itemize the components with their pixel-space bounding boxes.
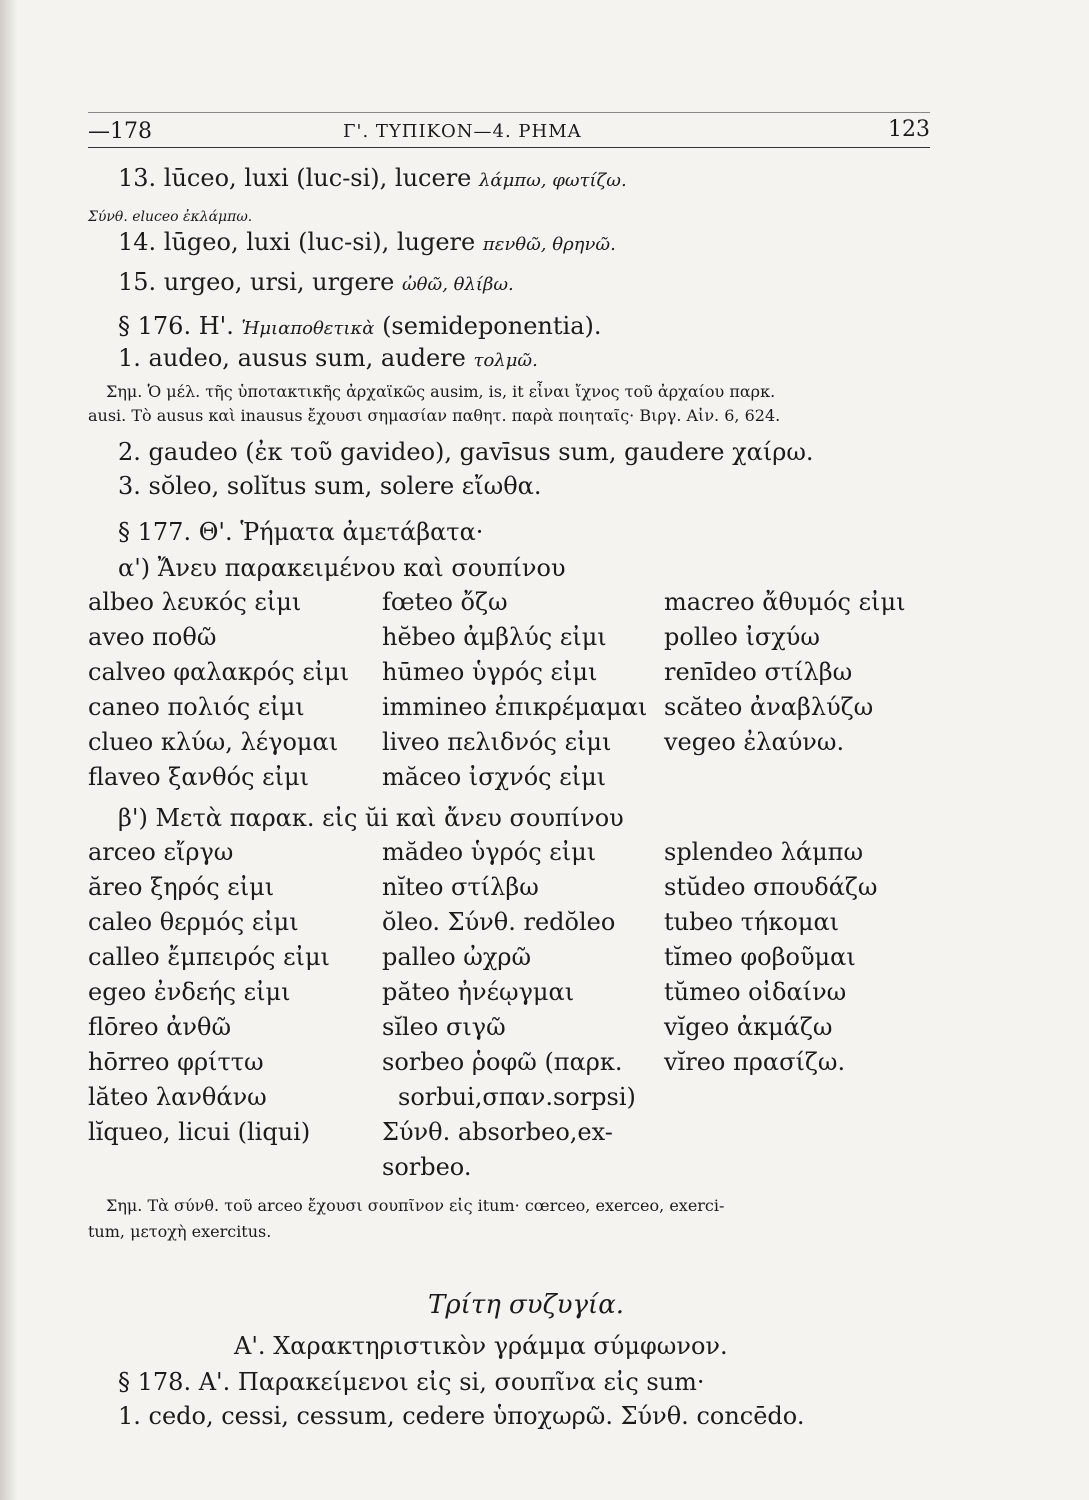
verb-entry: hūmeo ὑγρός εἰμι xyxy=(382,658,598,686)
section-177-sub-b: β') Μετὰ παρακ. εἰς ŭi καὶ ἄνευ σουπίνου xyxy=(118,804,624,832)
verb-entry: macreo ἄθυμός εἰμι xyxy=(664,588,906,616)
verb-entry: stŭdeo σπουδάζω xyxy=(664,873,878,901)
running-header xyxy=(88,112,930,148)
section-176-item-1: 1. audeo, ausus sum, audere τολμῶ. xyxy=(118,344,538,372)
entry-13-compound: Σύνθ. eluceo ἐκλάμπω. xyxy=(88,209,253,225)
verb-entry: tubeo τήκομαι xyxy=(664,908,840,936)
verb-entry: tŭmeo οἰδαίνω xyxy=(664,978,847,1006)
section-178-item-1: 1. cedo, cessi, cessum, cedere ὑποχωρῶ. Σύνθ. concēdo. xyxy=(118,1402,805,1430)
chapter-title: Τρίτη συζυγία. xyxy=(428,1290,625,1320)
sub-a-column-3 xyxy=(664,588,905,763)
verb-entry: lăteo λανθάνω xyxy=(88,1083,267,1111)
verb-entry: păteo ἠνέῳγμαι xyxy=(382,978,575,1006)
verb-entry: calveo φαλακρός εἰμι xyxy=(88,658,350,686)
verb-entry: hōrreo φρίττω xyxy=(88,1048,264,1076)
verb-entry: Σύνθ. absorbeo,ex- xyxy=(382,1118,613,1146)
verb-entry: vĭreo πρασίζω. xyxy=(664,1048,846,1076)
verb-entry: sorbui,σπαν.sorpsi) xyxy=(398,1083,636,1111)
verb-entry: vĭgeo ἀκμάζω xyxy=(664,1013,833,1041)
verb-entry: măceo ἰσχνός εἰμι xyxy=(382,763,607,791)
entry-13: 13. lūceo, luxi (luc-si), lucere λάμπω, φωτίζω. xyxy=(118,164,627,192)
verb-entry: renīdeo στίλβω xyxy=(664,658,853,686)
sub-b-column-1 xyxy=(88,838,330,1153)
verb-entry: tĭmeo φοβοῦμαι xyxy=(664,943,856,971)
sub-a-column-2 xyxy=(382,588,647,798)
section-177-sub-a: α') Ἄνευ παρακειμένου καὶ σουπίνου xyxy=(118,554,566,582)
chapter-subtitle: Α'. Χαρακτηριστικὸν γράμμα σύμφωνον. xyxy=(234,1332,728,1360)
verb-entry: flōreo ἀνθῶ xyxy=(88,1013,232,1041)
verb-entry: caleo θερμός εἰμι xyxy=(88,908,299,936)
verb-entry: aveo ποθῶ xyxy=(88,623,217,651)
section-176-heading: § 176. Η'. Ἡμιαποθετικὰ (semideponentia). xyxy=(118,312,602,340)
verb-entry: sorbeo ῥοφῶ (παρκ. xyxy=(382,1048,623,1076)
sub-b-column-3 xyxy=(664,838,878,1083)
verb-entry: egeo ἐνδεής εἰμι xyxy=(88,978,291,1006)
section-176-item-2: 2. gaudeo (ἐκ τοῦ gavideo), gavīsus sum, gaudere χαίρω. xyxy=(118,438,814,466)
section-number: —178 xyxy=(88,119,152,144)
verb-entry: palleo ὠχρῶ xyxy=(382,943,532,971)
verb-entry: albeo λευκός εἰμι xyxy=(88,588,302,616)
verb-entry: lĭqueo, licui (liqui) xyxy=(88,1118,311,1146)
verb-entry: clueo κλύω, λέγομαι xyxy=(88,728,339,756)
verb-entry: hĕbeo ἀμβλύς εἰμι xyxy=(382,623,607,651)
entry-15: 15. urgeo, ursi, urgere ὠθῶ, θλίβω. xyxy=(118,268,514,296)
verb-entry: ŏleo. Σύνθ. redŏleo xyxy=(382,908,616,936)
verb-entry: sorbeo. xyxy=(382,1153,472,1181)
verb-entry: vegeo ἐλαύνω. xyxy=(664,728,845,756)
section-178-heading: § 178. Α'. Παρακείμενοι εἰς si, σουπῖνα εἰς sum· xyxy=(118,1368,705,1396)
section-176-note-2: ausi. Τὸ ausus καὶ inausus ἔχουσι σημασίαν παθητ. παρὰ ποιηταῖς· Βιργ. Αἰν. 6, 624. xyxy=(88,406,781,425)
page-number: 123 xyxy=(888,117,930,142)
verb-entry: immineo ἐπικρέμαμαι xyxy=(382,693,648,721)
entry-14: 14. lūgeo, luxi (luc-si), lugere πενθῶ, θρηνῶ. xyxy=(118,228,616,256)
verb-entry: splendeo λάμπω xyxy=(664,838,864,866)
verb-entry: polleo ἰσχύω xyxy=(664,623,820,651)
section-176-item-3: 3. sŏleo, solĭtus sum, solere εἴωθα. xyxy=(118,472,542,500)
page-gutter xyxy=(0,0,18,1500)
verb-entry: liveo πελιδνός εἰμι xyxy=(382,728,612,756)
section-177-note-2: tum, μετοχὴ exercitus. xyxy=(88,1222,272,1241)
verb-entry: scăteo ἀναβλύζω xyxy=(664,693,874,721)
verb-entry: calleo ἔμπειρός εἰμι xyxy=(88,943,330,971)
section-177-note-1: Σημ. Τὰ σύνθ. τοῦ arceo ἔχουσι σουπῖνον εἰς itum· cœrceo, exerceo, exerci- xyxy=(106,1196,725,1215)
verb-entry: sĭleo σιγῶ xyxy=(382,1013,506,1041)
verb-entry: flaveo ξανθός εἰμι xyxy=(88,763,309,791)
verb-entry: arceo εἴργω xyxy=(88,838,234,866)
section-176-note-1: Σημ. Ὁ μέλ. τῆς ὑποτακτικῆς ἀρχαϊκῶς ausim, is, it εἶναι ἴχνος τοῦ ἀρχαίου παρκ. xyxy=(106,382,776,401)
verb-entry: fœteo ὄζω xyxy=(382,588,508,616)
verb-entry: nĭteo στίλβω xyxy=(382,873,539,901)
verb-entry: caneo πολιός εἰμι xyxy=(88,693,305,721)
verb-entry: ăreo ξηρός εἰμι xyxy=(88,873,275,901)
header-title: Γ'. ΤΥΠΙΚΟΝ—4. ΡΗΜΑ xyxy=(343,121,582,142)
section-177-heading: § 177. Θ'. Ῥήματα ἀμετάβατα· xyxy=(118,518,484,546)
sub-b-column-2 xyxy=(382,838,636,1188)
sub-a-column-1 xyxy=(88,588,349,798)
verb-entry: mădeo ὑγρός εἰμι xyxy=(382,838,597,866)
